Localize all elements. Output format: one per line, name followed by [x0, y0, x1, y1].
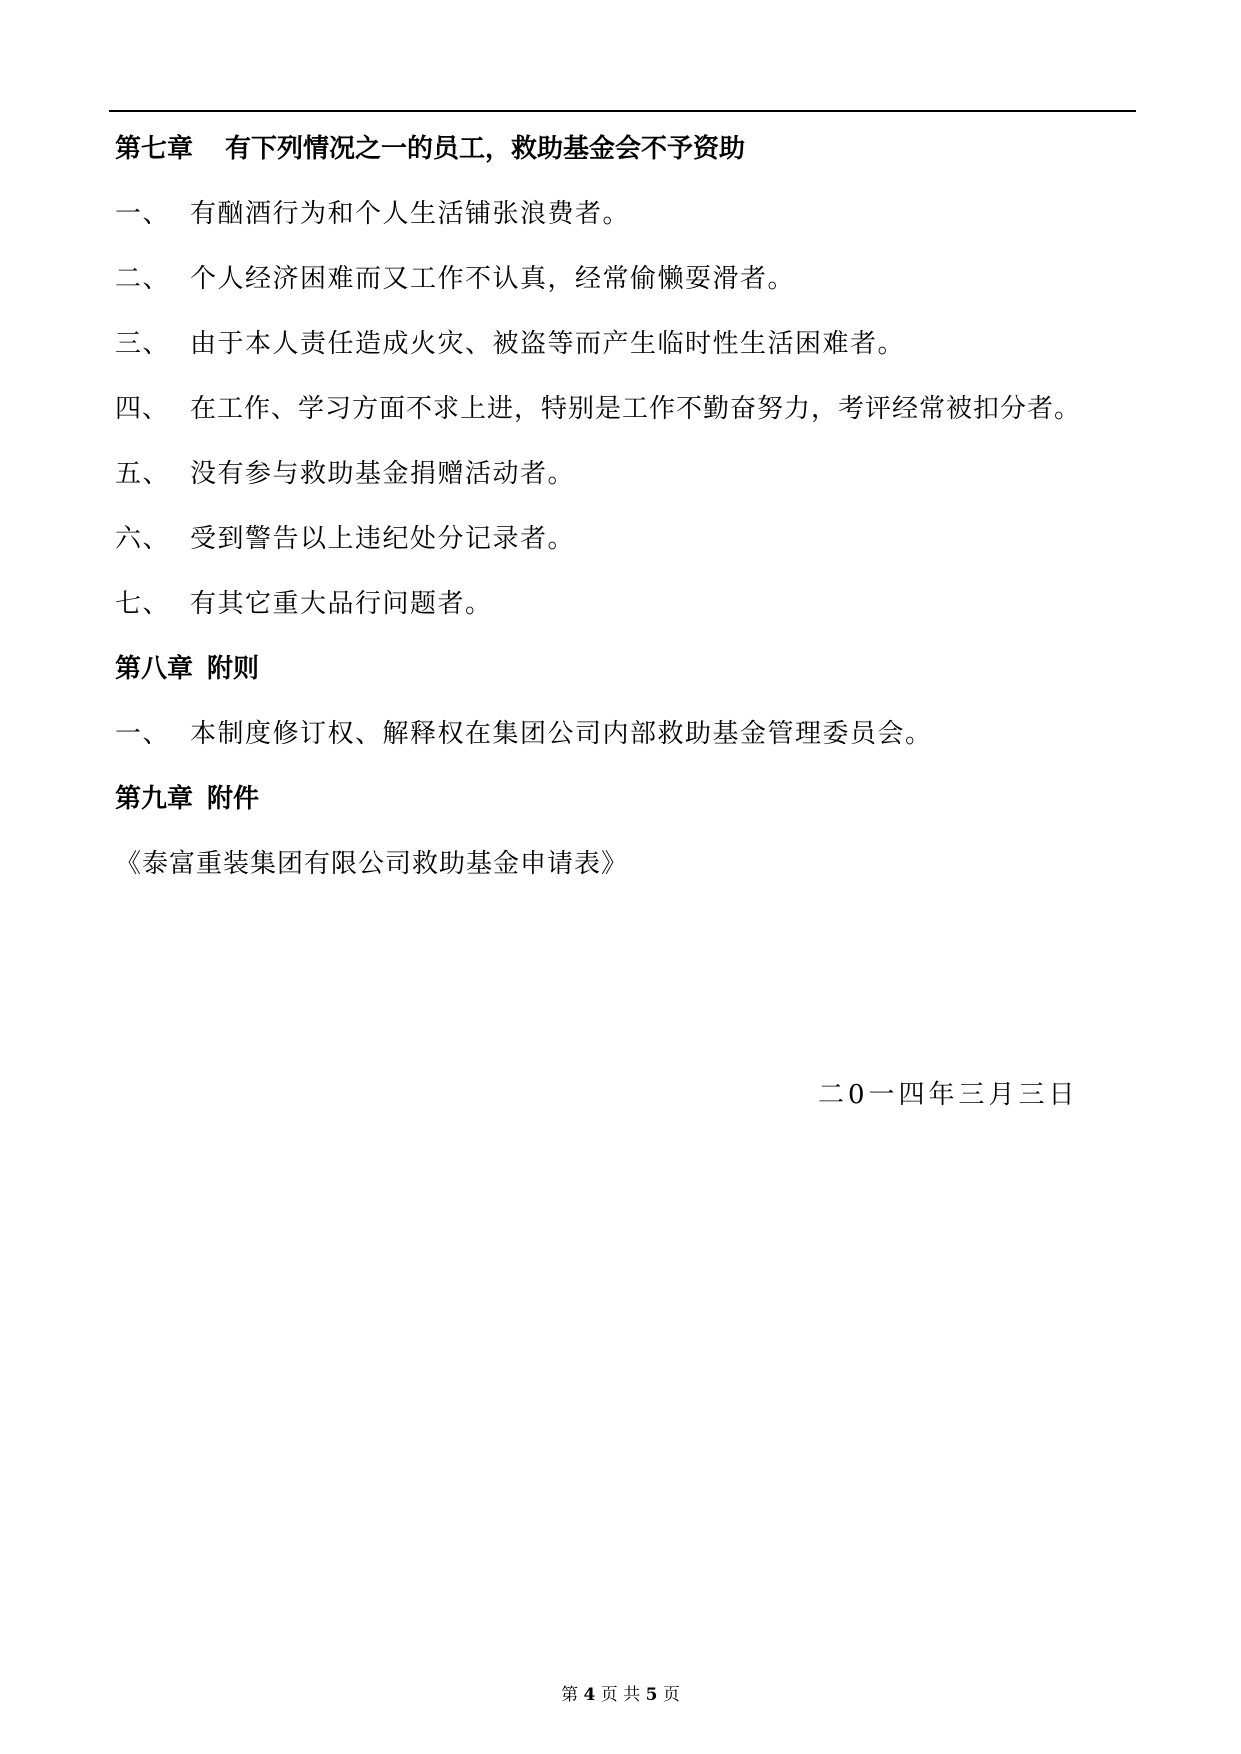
list-item-text: 受到警告以上违纪处分记录者。 [190, 524, 576, 554]
list-item-marker: 二、 [115, 264, 171, 294]
list-item-marker: 七、 [115, 589, 171, 619]
chapter-7-title: 有下列情况之一的员工，救助基金会不予资助 [225, 134, 746, 164]
list-item [115, 457, 575, 491]
chapter-7-number: 第七章 [115, 134, 194, 164]
list-item-marker: 一、 [115, 199, 171, 229]
list-item-text: 本制度修订权、解释权在集团公司内部救助基金管理委员会。 [190, 719, 933, 749]
list-item-text: 没有参与救助基金捐赠活动者。 [190, 459, 576, 489]
list-item [115, 327, 905, 361]
chapter-9-title: 附件 [207, 784, 260, 814]
list-item-text: 个人经济困难而又工作不认真，经常偷懒耍滑者。 [190, 264, 796, 294]
list-item-marker: 六、 [115, 524, 171, 554]
footer-total-pages: 5 [645, 1685, 658, 1705]
footer-page-label: 第 [561, 1685, 579, 1705]
list-item-text: 由于本人责任造成火灾、被盗等而产生临时性生活困难者。 [190, 329, 906, 359]
chapter-8-title: 附则 [207, 654, 260, 684]
list-item-marker: 五、 [115, 459, 171, 489]
chapter-9-heading [115, 782, 259, 816]
page-footer [0, 1684, 1241, 1706]
chapter-8-heading [115, 652, 259, 686]
chapter-8-number: 第八章 [115, 654, 194, 684]
annex-document-title: 《泰富重装集团有限公司救助基金申请表》 [115, 849, 629, 879]
list-item [115, 522, 575, 556]
list-item [115, 262, 795, 296]
list-item [115, 197, 630, 231]
footer-end-label: 页 [662, 1685, 680, 1705]
footer-mid-label: 页 共 [600, 1685, 641, 1705]
list-item-marker: 一、 [115, 719, 171, 749]
header-rule [109, 110, 1136, 112]
list-item-text: 有其它重大品行问题者。 [190, 589, 493, 619]
chapter-7-heading [115, 132, 745, 166]
list-item [115, 717, 933, 751]
list-item-text: 在工作、学习方面不求上进，特别是工作不勤奋努力，考评经常被扣分者。 [190, 394, 1082, 424]
list-item [115, 392, 1081, 426]
list-item-marker: 三、 [115, 329, 171, 359]
list-item-marker: 四、 [115, 394, 170, 424]
footer-page-number: 4 [583, 1685, 596, 1705]
list-item-text: 有酗酒行为和个人生活铺张浪费者。 [190, 199, 631, 229]
document-date: 二0一四年三月三日 [818, 1080, 1079, 1110]
list-item [115, 587, 493, 621]
chapter-9-number: 第九章 [115, 784, 194, 814]
